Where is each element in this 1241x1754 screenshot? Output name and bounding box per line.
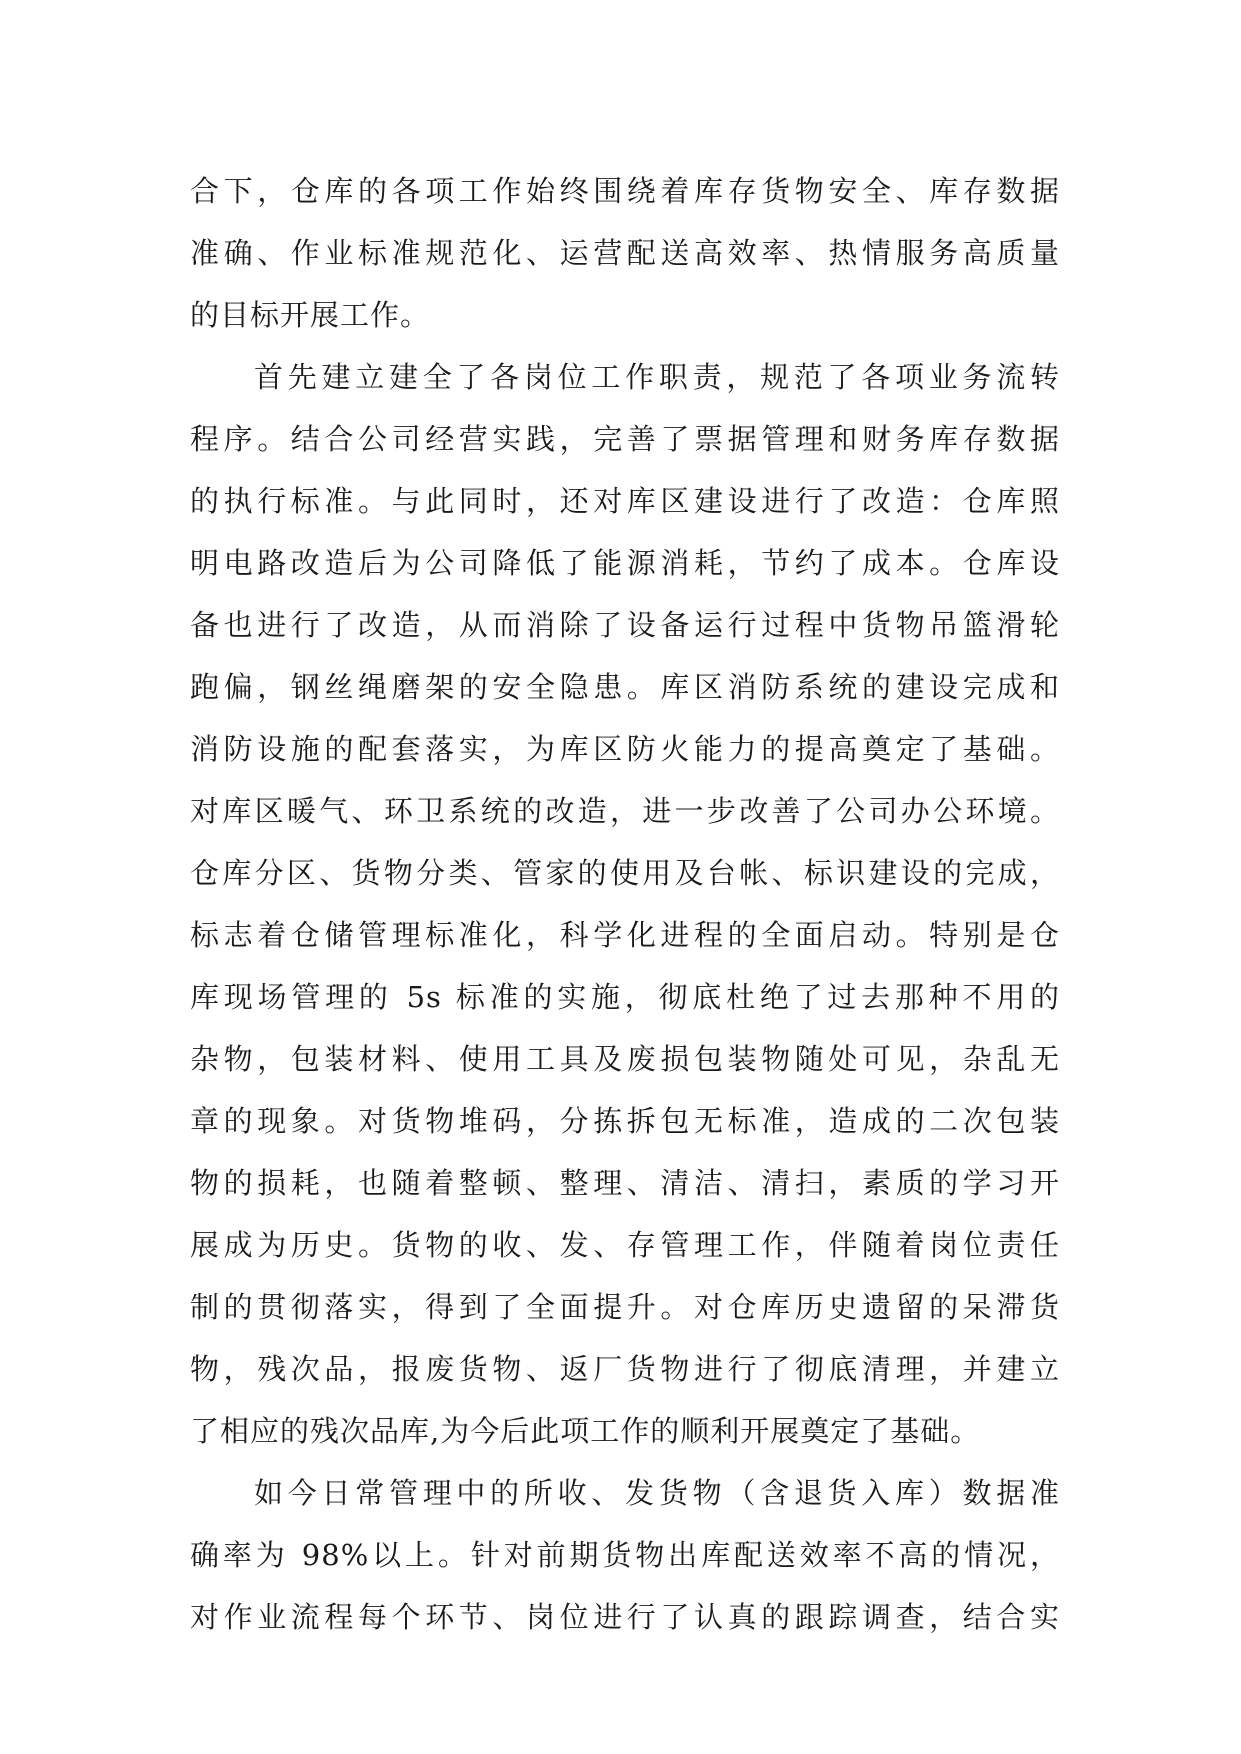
paragraph-3-line-1: 如今日常管理中的所收、发货物（含退货入库）数据准 — [254, 1476, 1060, 1510]
paragraph-2-line-1: 首先建立建全了各岗位工作职责，规范了各项业务流转 — [254, 360, 1060, 394]
paragraph-2-line-4: 明电路改造后为公司降低了能源消耗，节约了成本。仓库设 — [190, 546, 1060, 580]
paragraph-3-line-2: 确率为 98%以上。针对前期货物出库配送效率不高的情况， — [190, 1538, 1060, 1572]
paragraph-2-line-10: 标志着仓储管理标准化，科学化进程的全面启动。特别是仓 — [190, 918, 1060, 952]
paragraph-1-line-2: 准确、作业标准规范化、运营配送高效率、热情服务高质量 — [190, 236, 1060, 270]
paragraph-2-line-5: 备也进行了改造，从而消除了设备运行过程中货物吊篮滑轮 — [190, 608, 1060, 642]
paragraph-2-line-3: 的执行标准。与此同时，还对库区建设进行了改造：仓库照 — [190, 484, 1060, 518]
paragraph-2-line-11: 库现场管理的 5s 标准的实施，彻底杜绝了过去那种不用的 — [190, 980, 1060, 1014]
paragraph-2-line-17: 物，残次品，报废货物、返厂货物进行了彻底清理，并建立 — [190, 1352, 1060, 1386]
paragraph-2-line-18: 了相应的残次品库,为今后此项工作的顺利开展奠定了基础。 — [190, 1414, 981, 1448]
paragraph-2-line-8: 对库区暖气、环卫系统的改造，进一步改善了公司办公环境。 — [190, 794, 1060, 828]
paragraph-2-line-7: 消防设施的配套落实，为库区防火能力的提高奠定了基础。 — [190, 732, 1060, 766]
paragraph-1-line-3: 的目标开展工作。 — [190, 298, 431, 332]
paragraph-2-line-9: 仓库分区、货物分类、管家的使用及台帐、标识建设的完成， — [190, 856, 1060, 890]
paragraph-3-line-3: 对作业流程每个环节、岗位进行了认真的跟踪调查，结合实 — [190, 1600, 1060, 1634]
paragraph-2-line-2: 程序。结合公司经营实践，完善了票据管理和财务库存数据 — [190, 422, 1060, 456]
body-text — [190, 160, 1060, 1648]
paragraph-1-line-1: 合下，仓库的各项工作始终围绕着库存货物安全、库存数据 — [190, 174, 1060, 208]
paragraph-2-line-12: 杂物，包装材料、使用工具及废损包装物随处可见，杂乱无 — [190, 1042, 1060, 1076]
paragraph-2-line-15: 展成为历史。货物的收、发、存管理工作，伴随着岗位责任 — [190, 1228, 1060, 1262]
paragraph-2-line-13: 章的现象。对货物堆码，分拣拆包无标准，造成的二次包装 — [190, 1104, 1060, 1138]
paragraph-2-line-6: 跑偏，钢丝绳磨架的安全隐患。库区消防系统的建设完成和 — [190, 670, 1060, 704]
paragraph-2-line-14: 物的损耗，也随着整顿、整理、清洁、清扫，素质的学习开 — [190, 1166, 1060, 1200]
paragraph-2-line-16: 制的贯彻落实，得到了全面提升。对仓库历史遗留的呆滞货 — [190, 1290, 1060, 1324]
